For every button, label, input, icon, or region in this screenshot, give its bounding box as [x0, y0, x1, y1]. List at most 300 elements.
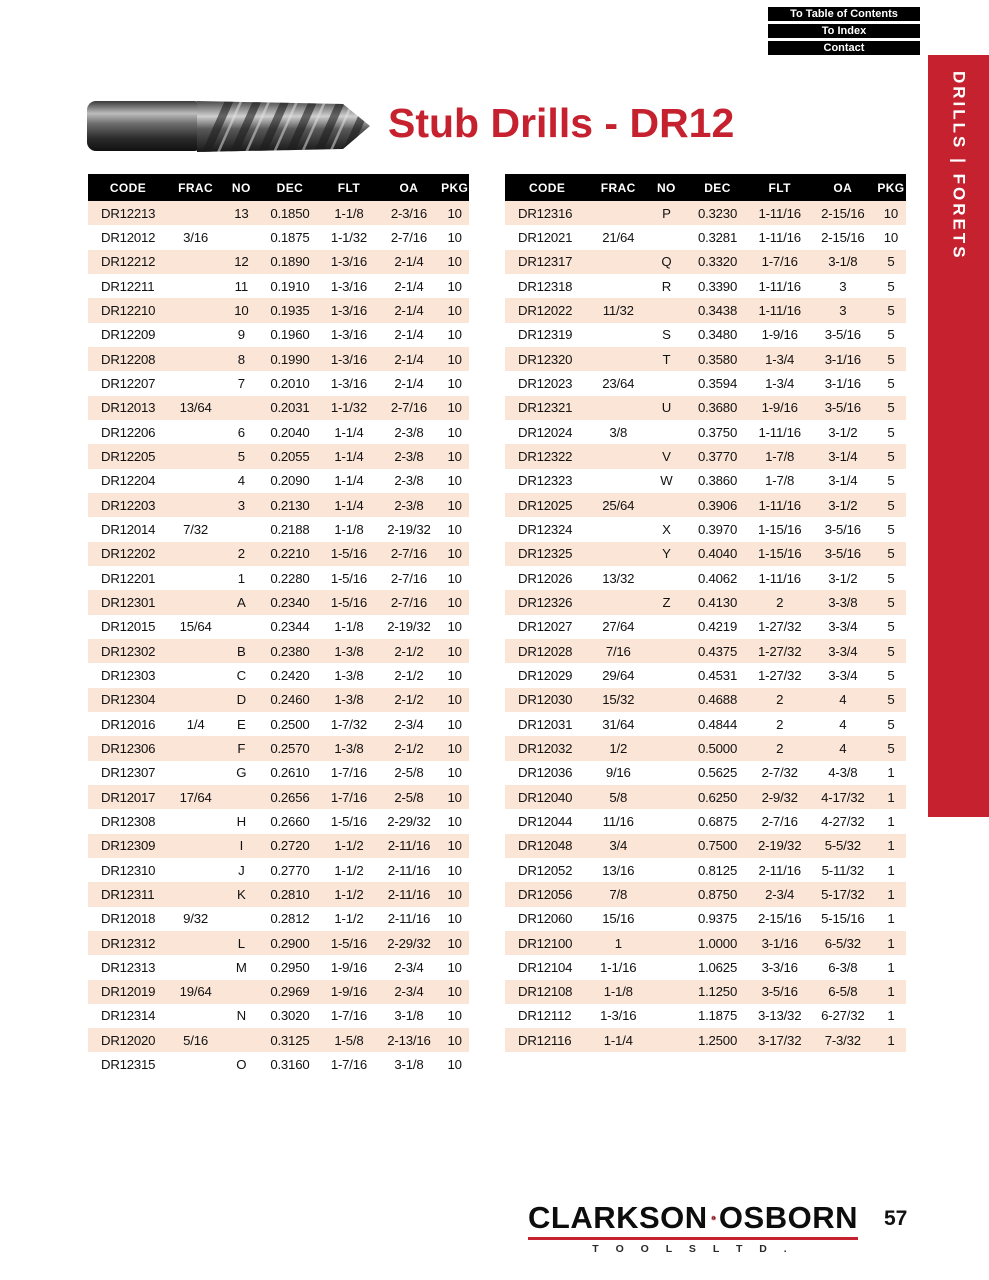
table-cell: DR12020: [101, 1032, 156, 1048]
table-cell: [168, 882, 223, 906]
table-cell: 2-7/16: [390, 570, 428, 586]
table-cell: [223, 517, 259, 541]
table-cell: 0.3594: [697, 375, 738, 391]
table-cell: 10: [447, 546, 462, 562]
table-cell: 2-3/8: [394, 424, 424, 440]
table-cell: [589, 542, 647, 566]
table-cell: DR12308: [101, 813, 156, 829]
table-cell: DR12304: [101, 692, 156, 708]
table-cell: W: [660, 473, 673, 489]
table-cell: 10: [447, 327, 462, 343]
table-cell: 0.8750: [697, 886, 738, 902]
table-cell: 3/16: [183, 229, 209, 245]
table-cell: 0.1890: [270, 254, 310, 270]
table-cell: 15/32: [602, 692, 635, 708]
table-cell: 3-5/16: [824, 400, 861, 416]
table-row: [505, 542, 906, 566]
table-cell: 3: [839, 302, 847, 318]
table-cell: 10: [447, 813, 462, 829]
table-cell: [223, 907, 259, 931]
page-title: Stub Drills - DR12: [388, 100, 735, 146]
table-cell: DR12201: [101, 570, 156, 586]
table-cell: 5: [887, 278, 895, 294]
table-cell: [647, 907, 685, 931]
column-header: OA: [378, 174, 441, 201]
table-cell: 1-5/16: [330, 813, 368, 829]
table-cell: 4: [237, 473, 245, 489]
table-cell: DR12024: [518, 424, 573, 440]
table-cell: [223, 225, 259, 249]
table-cell: 1-27/32: [758, 643, 802, 659]
table-cell: [647, 371, 685, 395]
table-cell: 10: [883, 229, 899, 245]
table-cell: 0.8125: [697, 862, 738, 878]
table-cell: 1-1/2: [334, 911, 364, 927]
table-cell: 0.3906: [697, 497, 738, 513]
table-cell: 0.4375: [697, 643, 738, 659]
table-cell: 3-3/16: [761, 959, 798, 975]
table-cell: 5-15/16: [821, 911, 865, 927]
table-cell: 1-3/4: [765, 375, 795, 391]
table-cell: 2-7/16: [390, 229, 428, 245]
to-table-of-contents-button[interactable]: To Table of Contents: [768, 7, 920, 21]
table-cell: 0.6875: [697, 813, 738, 829]
table-cell: [168, 590, 223, 614]
table-cell: 1-9/16: [330, 984, 368, 1000]
table-row: [505, 809, 906, 833]
table-cell: 1-7/32: [330, 716, 368, 732]
table-cell: 19/64: [179, 984, 212, 1000]
table-row: [505, 250, 906, 274]
table-cell: 10: [447, 375, 462, 391]
table-cell: DR12206: [101, 424, 156, 440]
table-row: [505, 858, 906, 882]
table-cell: 0.4040: [697, 546, 738, 562]
column-header: PKG: [440, 174, 469, 201]
table-cell: DR12207: [101, 375, 156, 391]
table-row: [505, 371, 906, 395]
table-cell: 1-3/16: [330, 302, 368, 318]
table-cell: 1-1/4: [603, 1032, 633, 1048]
table-cell: 13/16: [602, 862, 635, 878]
table-cell: 1-7/8: [765, 473, 795, 489]
brand-left-text: CLARKSON: [528, 1200, 708, 1235]
table-cell: 2-3/8: [394, 497, 424, 513]
table-cell: DR12213: [101, 205, 156, 221]
table-cell: 0.3438: [697, 302, 738, 318]
table-cell: 2-11/16: [387, 886, 431, 902]
drill-bit-icon: [85, 86, 370, 166]
table-cell: 1/2: [609, 740, 628, 756]
table-cell: 0.2656: [270, 789, 310, 805]
table-cell: [647, 834, 685, 858]
column-header: OA: [810, 174, 876, 201]
table-cell: D: [236, 692, 246, 708]
table-cell: DR12310: [101, 862, 156, 878]
table-row: [88, 980, 469, 1004]
table-row: [88, 396, 469, 420]
table-row: [505, 566, 906, 590]
table-cell: 2-7/16: [390, 400, 428, 416]
table-row: [88, 712, 469, 736]
table-cell: 2-15/16: [758, 911, 802, 927]
table-cell: DR12013: [101, 400, 156, 416]
table-cell: 0.3480: [697, 327, 738, 343]
table-cell: 1-11/16: [758, 424, 801, 440]
table-cell: DR12028: [518, 643, 573, 659]
table-row: [505, 834, 906, 858]
table-cell: DR12322: [518, 448, 573, 464]
table-cell: 3: [237, 497, 245, 513]
table-cell: 2-11/16: [387, 911, 431, 927]
table-cell: DR12319: [518, 327, 573, 343]
table-row: [88, 493, 469, 517]
table-cell: DR12205: [101, 448, 156, 464]
table-cell: DR12040: [518, 789, 573, 805]
table-cell: 5: [887, 302, 895, 318]
table-cell: DR12325: [518, 546, 573, 562]
table-cell: 4: [839, 740, 847, 756]
table-cell: 10: [447, 716, 462, 732]
table-row: [505, 420, 906, 444]
table-cell: 10: [447, 667, 462, 683]
gear-logo-icon: [711, 1200, 716, 1236]
table-cell: 7/16: [605, 643, 631, 659]
to-index-button[interactable]: To Index: [768, 24, 920, 38]
table-cell: 2-13/16: [387, 1032, 431, 1048]
table-cell: DR12019: [101, 984, 156, 1000]
table-cell: 5: [237, 448, 245, 464]
table-cell: 1-15/16: [758, 546, 802, 562]
table-cell: 10: [447, 254, 462, 270]
table-row: [88, 298, 469, 322]
table-cell: [168, 809, 223, 833]
table-cell: 2-11/16: [387, 838, 431, 854]
table-cell: 0.2969: [270, 984, 310, 1000]
table-row: [88, 347, 469, 371]
table-cell: DR12314: [101, 1008, 156, 1024]
table-cell: [168, 1052, 223, 1076]
table-cell: 2-5/8: [394, 765, 424, 781]
table-cell: 2-3/4: [394, 959, 424, 975]
table-cell: 2-1/4: [394, 375, 424, 391]
table-row: [505, 469, 906, 493]
table-cell: 2-1/2: [394, 643, 424, 659]
table-row: [505, 225, 906, 249]
table-row: [88, 542, 469, 566]
table-cell: DR12311: [101, 886, 155, 902]
table-cell: 21/64: [602, 229, 635, 245]
table-cell: O: [236, 1057, 247, 1073]
table-cell: 2-11/16: [758, 862, 801, 878]
table-cell: 1-1/2: [334, 886, 364, 902]
table-row: [88, 736, 469, 760]
table-cell: 1-7/16: [330, 765, 368, 781]
table-cell: [168, 469, 223, 493]
table-row: [505, 347, 906, 371]
table-cell: [168, 761, 223, 785]
table-cell: 0.3970: [697, 521, 738, 537]
table-cell: 0.1850: [270, 205, 310, 221]
table-cell: DR12209: [101, 327, 156, 343]
table-cell: DR12016: [101, 716, 156, 732]
table-cell: [647, 493, 685, 517]
table-cell: [589, 444, 647, 468]
table-cell: 10: [447, 1032, 462, 1048]
column-header: FLT: [750, 174, 810, 201]
table-cell: 3-5/16: [761, 984, 798, 1000]
table-cell: F: [237, 740, 246, 756]
table-row: [505, 785, 906, 809]
table-cell: 2: [776, 716, 784, 732]
table-cell: 5-17/32: [821, 886, 865, 902]
table-cell: 1.1875: [697, 1008, 738, 1024]
table-cell: 3-1/4: [828, 473, 858, 489]
table-cell: 1: [237, 570, 245, 586]
table-cell: 0.2090: [270, 473, 310, 489]
table-cell: 5: [887, 448, 895, 464]
table-cell: 1-5/16: [330, 594, 368, 610]
table-cell: 1: [887, 1008, 895, 1024]
table-cell: 1-3/16: [330, 254, 368, 270]
table-cell: DR12048: [518, 838, 573, 854]
table-cell: [223, 615, 259, 639]
table-cell: 2-29/32: [387, 935, 431, 951]
table-cell: 2-5/8: [394, 789, 424, 805]
table-cell: 10: [883, 205, 899, 221]
table-row: [505, 736, 906, 760]
table-cell: 5: [887, 643, 895, 659]
table-cell: 2: [237, 546, 245, 562]
table-row: [88, 639, 469, 663]
table-cell: 10: [447, 838, 462, 854]
table-row: [505, 1004, 906, 1028]
table-cell: 1: [887, 789, 895, 805]
table-cell: DR12315: [101, 1057, 156, 1073]
table-cell: DR12036: [518, 765, 573, 781]
table-cell: 2-3/8: [394, 473, 424, 489]
table-cell: 1-3/8: [334, 643, 364, 659]
table-row: [505, 907, 906, 931]
table-cell: 3-5/16: [824, 546, 861, 562]
table-cell: 1-27/32: [758, 619, 802, 635]
table-cell: P: [662, 205, 671, 221]
table-cell: 4: [839, 716, 847, 732]
table-cell: 2-19/32: [387, 619, 431, 635]
table-cell: 1-3/16: [330, 351, 368, 367]
table-cell: 3: [839, 278, 847, 294]
table-row: [88, 882, 469, 906]
table-cell: 3-1/2: [828, 424, 858, 440]
table-cell: 27/64: [602, 619, 635, 635]
table-cell: 1-5/16: [330, 570, 368, 586]
table-cell: 3-1/16: [824, 351, 861, 367]
table-cell: DR12017: [101, 789, 156, 805]
table-cell: DR12313: [101, 959, 156, 975]
table-cell: 1: [887, 935, 895, 951]
table-row: [88, 225, 469, 249]
table-cell: 1-1/8: [334, 619, 364, 635]
table-cell: [647, 761, 685, 785]
column-header: NO: [647, 174, 685, 201]
table-cell: B: [237, 643, 246, 659]
table-cell: 3/4: [609, 838, 628, 854]
table-cell: 11: [234, 278, 248, 294]
table-cell: 0.9375: [697, 911, 738, 927]
table-cell: 2-3/4: [394, 984, 424, 1000]
table-cell: 2-3/4: [765, 886, 795, 902]
table-cell: 1: [614, 935, 622, 951]
table-cell: [168, 663, 223, 687]
table-cell: DR12022: [518, 302, 573, 318]
table-cell: 10: [447, 302, 462, 318]
section-tab-label: DRILLS | FORETS: [949, 71, 969, 261]
table-cell: 1-1/32: [330, 400, 368, 416]
table-cell: 5: [887, 400, 895, 416]
table-cell: 1-3/4: [765, 351, 795, 367]
table-cell: DR12029: [518, 667, 573, 683]
table-cell: 23/64: [602, 375, 635, 391]
table-cell: E: [237, 716, 246, 732]
table-cell: 1-1/32: [330, 229, 368, 245]
table-header: [505, 174, 906, 201]
table-row: [88, 955, 469, 979]
table-cell: 0.2031: [270, 400, 310, 416]
table-cell: DR12100: [518, 935, 573, 951]
table-row: [88, 834, 469, 858]
table-cell: DR12324: [518, 521, 573, 537]
table-cell: DR12323: [518, 473, 573, 489]
table-cell: 1-3/8: [334, 692, 364, 708]
table-cell: 10: [447, 424, 462, 440]
table-cell: DR12212: [101, 254, 156, 270]
table-cell: [168, 858, 223, 882]
table-cell: 1-11/16: [758, 302, 801, 318]
table-cell: 15/64: [179, 619, 212, 635]
table-cell: DR12015: [101, 619, 156, 635]
table-row: [88, 517, 469, 541]
table-cell: [647, 712, 685, 736]
table-cell: 10: [447, 521, 462, 537]
table-cell: [647, 736, 685, 760]
table-cell: 0.2210: [270, 546, 310, 562]
table-cell: 2-15/16: [821, 229, 865, 245]
table-row: [88, 688, 469, 712]
table-cell: 5: [887, 327, 895, 343]
table-cell: 10: [447, 692, 462, 708]
table-cell: DR12027: [518, 619, 573, 635]
table-cell: 1-11/16: [758, 570, 801, 586]
table-row: [505, 274, 906, 298]
table-cell: 3-1/8: [394, 1057, 424, 1073]
table-row: [505, 639, 906, 663]
table-cell: [589, 590, 647, 614]
contact-button[interactable]: Contact: [768, 41, 920, 55]
table-cell: 2-7/16: [390, 594, 428, 610]
table-cell: 1-5/16: [330, 546, 368, 562]
table-cell: 5: [887, 619, 895, 635]
column-header: CODE: [88, 174, 168, 201]
table-cell: 5: [887, 594, 895, 610]
table-cell: 3-3/8: [828, 594, 858, 610]
table-cell: 1-1/4: [334, 448, 364, 464]
table-cell: [168, 955, 223, 979]
table-row: [505, 615, 906, 639]
table-cell: 6-5/32: [824, 935, 861, 951]
column-header: DEC: [259, 174, 320, 201]
table-row: [88, 371, 469, 395]
table-cell: 1-15/16: [758, 521, 802, 537]
table-cell: DR12052: [518, 862, 573, 878]
table-cell: [589, 396, 647, 420]
table-cell: DR12104: [518, 959, 573, 975]
table-row: [88, 809, 469, 833]
table-cell: [168, 493, 223, 517]
table-cell: [168, 323, 223, 347]
section-tab: [928, 55, 989, 817]
table-cell: DR12031: [518, 716, 573, 732]
table-cell: [223, 396, 259, 420]
table-cell: 13: [234, 205, 249, 221]
table-cell: 17/64: [179, 789, 212, 805]
table-cell: 1: [887, 984, 895, 1000]
table-cell: 0.2660: [270, 813, 310, 829]
table-cell: 0.2570: [270, 740, 310, 756]
table-cell: 1-11/16: [758, 205, 801, 221]
table-cell: 2-1/4: [394, 278, 424, 294]
table-cell: 2-1/2: [394, 667, 424, 683]
table-row: [505, 761, 906, 785]
table-cell: [647, 1004, 685, 1028]
table-cell: 3-1/4: [828, 448, 858, 464]
table-cell: DR12112: [518, 1008, 572, 1024]
table-cell: [168, 566, 223, 590]
table-cell: [168, 834, 223, 858]
table-cell: [647, 931, 685, 955]
table-cell: [168, 1004, 223, 1028]
table-cell: 0.4219: [697, 619, 738, 635]
table-cell: [647, 420, 685, 444]
table-cell: 5: [887, 570, 895, 586]
table-cell: 3-17/32: [758, 1032, 802, 1048]
table-cell: 0.3680: [697, 400, 738, 416]
table-cell: 1: [887, 765, 895, 781]
table-cell: R: [661, 278, 672, 294]
table-cell: 7/8: [609, 886, 628, 902]
table-cell: 10: [447, 959, 462, 975]
table-cell: 1-3/16: [330, 327, 368, 343]
table-cell: 2-9/32: [761, 789, 798, 805]
table-cell: 10: [447, 497, 462, 513]
table-cell: DR12021: [518, 229, 573, 245]
table-cell: 0.2950: [270, 959, 310, 975]
table-cell: 0.3390: [697, 278, 738, 294]
table-cell: 0.4844: [697, 716, 738, 732]
table-cell: [647, 566, 685, 590]
table-cell: 1-3/16: [600, 1008, 637, 1024]
table-cell: [168, 444, 223, 468]
brand-subtitle: T O O L S L T D .: [592, 1243, 794, 1255]
table-cell: 0.3020: [270, 1008, 310, 1024]
table-cell: 0.3580: [697, 351, 738, 367]
table-row: [505, 712, 906, 736]
table-row: [505, 323, 906, 347]
table-cell: 3-5/16: [824, 521, 861, 537]
column-header: FLT: [320, 174, 377, 201]
table-cell: 1: [887, 911, 895, 927]
table-cell: 3-3/4: [828, 619, 858, 635]
table-cell: 0.2130: [270, 497, 310, 513]
